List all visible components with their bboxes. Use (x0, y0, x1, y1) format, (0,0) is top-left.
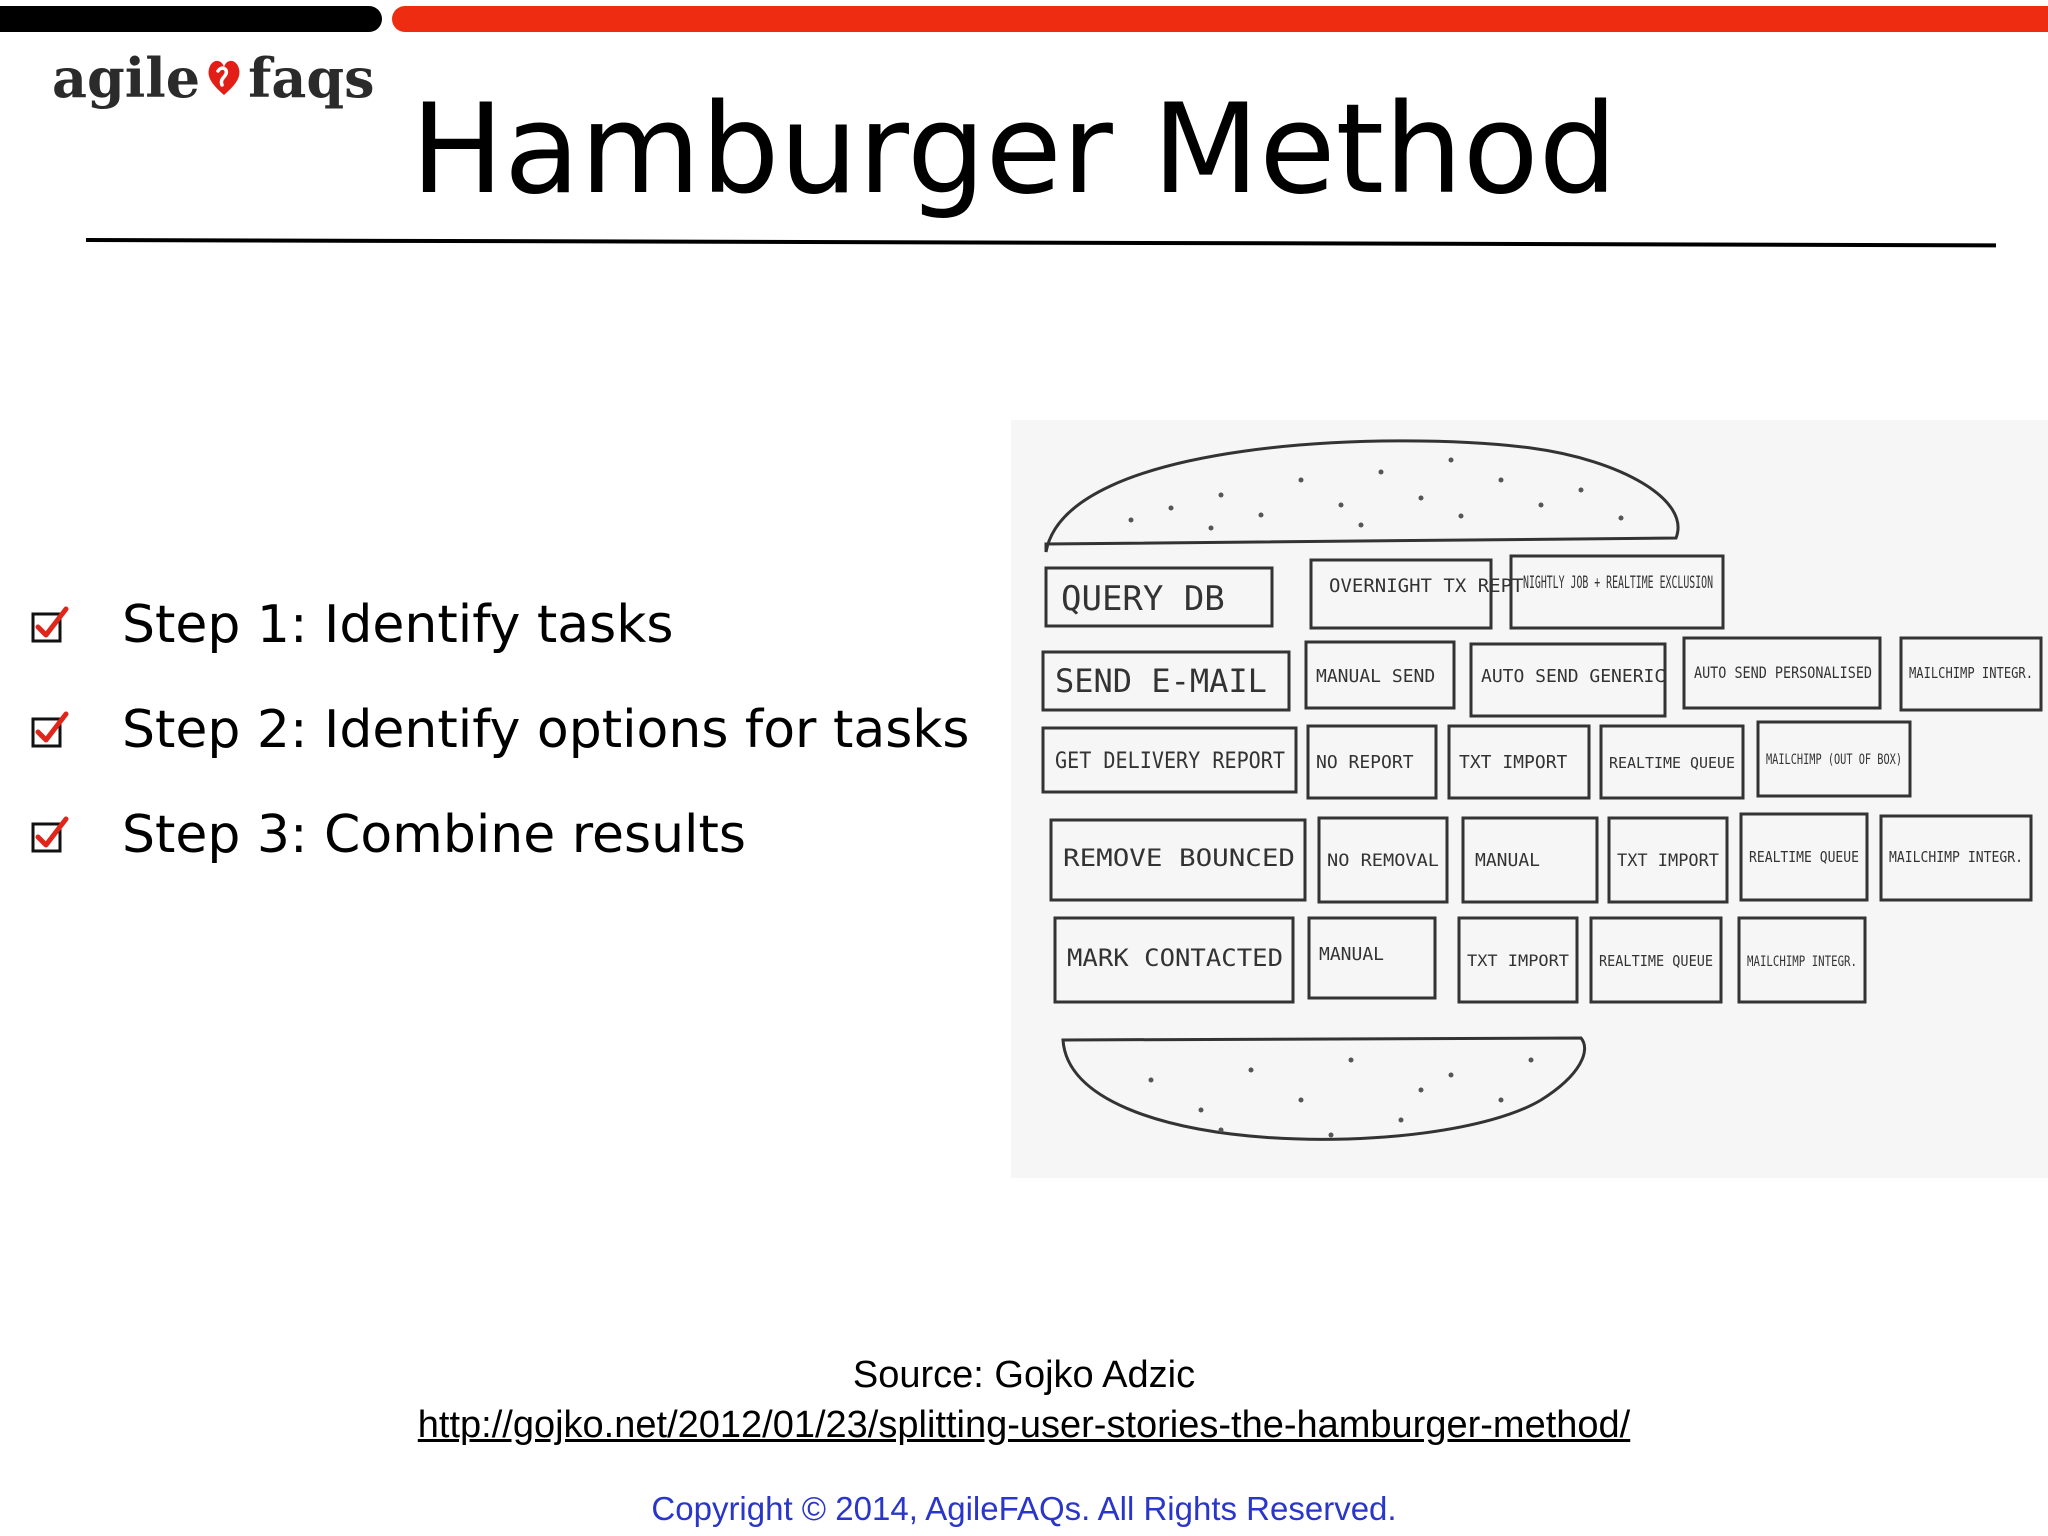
checkbox-checked-icon (30, 605, 70, 645)
title-divider (86, 238, 1996, 247)
sketch-label: MANUAL (1475, 850, 1541, 871)
step-item (30, 782, 970, 887)
checkbox-checked-icon (30, 710, 70, 750)
step-item (30, 572, 970, 677)
header-bar-red (392, 6, 2048, 32)
sketch-label: AUTO SEND PERSONALISED (1694, 663, 1872, 682)
copyright-notice: Copyright © 2014, AgileFAQs. All Rights Reserved. (651, 1490, 1397, 1527)
sketch-label: NO REPORT (1316, 752, 1414, 773)
sketch-label: REMOVE BOUNCED (1063, 844, 1295, 872)
sketch-label: OVERNIGHT TX REPT (1329, 575, 1524, 597)
checkbox-checked-icon (30, 815, 70, 855)
sketch-label: MANUAL (1319, 944, 1385, 965)
sketch-label: MAILCHIMP INTEGR. (1909, 664, 2033, 682)
sketch-label: TXT IMPORT (1459, 752, 1568, 773)
sketch-label: MAILCHIMP INTEGR. (1889, 848, 2023, 866)
sketch-label: NIGHTLY JOB + REALTIME EXCLUSION (1523, 573, 1713, 593)
hamburger-drawing (1011, 420, 2048, 1178)
sketch-label: MAILCHIMP INTEGR. (1747, 954, 1857, 970)
sketch-label: NO REMOVAL (1327, 851, 1439, 871)
sketch-label: REALTIME QUEUE (1609, 754, 1735, 772)
sketch-label: REALTIME QUEUE (1599, 952, 1713, 970)
logo-text-right: faqs (248, 46, 375, 110)
step-label: Step 3: Combine results (122, 804, 746, 865)
sketch-label: QUERY DB (1061, 579, 1225, 619)
bottom-bun (1063, 1038, 1585, 1139)
step-label: Step 1: Identify tasks (122, 594, 674, 655)
step-label: Step 2: Identify options for tasks (122, 699, 970, 760)
sketch-label: TXT IMPORT (1467, 951, 1570, 970)
step-item (30, 677, 970, 782)
hamburger-sketch (1011, 420, 2048, 1178)
header-bar-black (0, 6, 382, 32)
sketch-label: GET DELIVERY REPORT (1055, 749, 1285, 774)
source-credit: Source: Gojko Adzic (852, 1354, 1196, 1396)
sketch-label: MARK CONTACTED (1067, 944, 1283, 972)
logo-text-left: agile (52, 46, 201, 110)
sketch-label: AUTO SEND GENERIC (1481, 666, 1666, 687)
sketch-label: MANUAL SEND (1316, 666, 1436, 687)
source-link[interactable]: http://gojko.net/2012/01/23/splitting-user-stories-the-hamburger-method/ (417, 1404, 1631, 1446)
sketch-label: MAILCHIMP (OUT OF BOX) (1766, 752, 1902, 768)
sketch-label: TXT IMPORT (1617, 851, 1719, 871)
slide-title: Hamburger Method (410, 78, 1618, 222)
sketch-label: SEND E-MAIL (1055, 662, 1267, 700)
sketch-label: REALTIME QUEUE (1749, 848, 1859, 866)
top-bun (1046, 441, 1678, 552)
step-list (30, 572, 970, 887)
